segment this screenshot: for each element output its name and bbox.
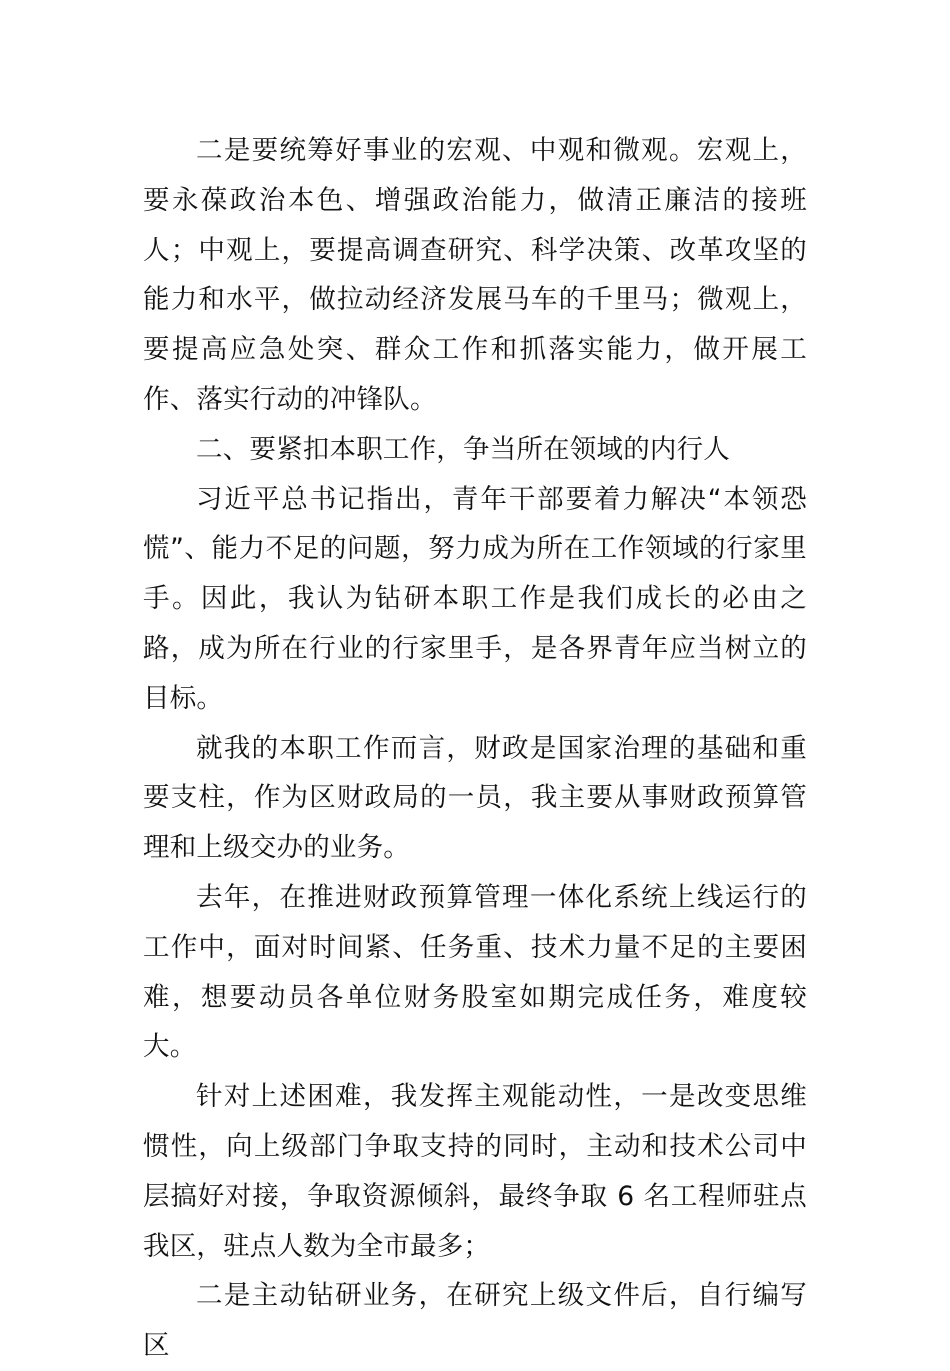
paragraph-last-year: 去年，在推进财政预算管理一体化系统上线运行的工作中，面对时间紧、任务重、技术力量不足的主要困难，想要动员各单位财务股室如期完成任务，难度较大。 bbox=[143, 881, 807, 1063]
section-heading: 二、要紧扣本职工作，争当所在领域的内行人 bbox=[196, 433, 730, 465]
document-body bbox=[143, 126, 807, 1371]
paragraph-macro-micro: 二是要统筹好事业的宏观、中观和微观。宏观上，要永葆政治本色、增强政治能力，做清正廉洁的接班人；中观上，要提高调查研究、科学决策、改革攻坚的能力和水平，做拉动经济发展马车的千里马；微观上，要提高应急处突、群众工作和抓落实能力，做开展工作、落实行动的冲锋队。 bbox=[143, 135, 807, 415]
paragraph-quote: 习近平总书记指出，青年干部要着力解决“本领恐慌”、能力不足的问题，努力成为所在工作领域的行家里手。因此，我认为钻研本职工作是我们成长的必由之路，成为所在行业的行家里手，是各界青年应当树立的目标。 bbox=[143, 483, 807, 714]
paragraph-job-duty: 就我的本职工作而言，财政是国家治理的基础和重要支柱，作为区财政局的一员，我主要从事财政预算管理和上级交办的业务。 bbox=[143, 732, 807, 864]
paragraph-study-business: 二是主动钻研业务，在研究上级文件后，自行编写区 bbox=[143, 1280, 807, 1362]
paragraph-response: 针对上述困难，我发挥主观能动性，一是改变思维惯性，向上级部门争取支持的同时，主动和技术公司中层搞好对接，争取资源倾斜，最终争取 6 名工程师驻点我区，驻点人数为全市最多； bbox=[143, 1081, 807, 1262]
